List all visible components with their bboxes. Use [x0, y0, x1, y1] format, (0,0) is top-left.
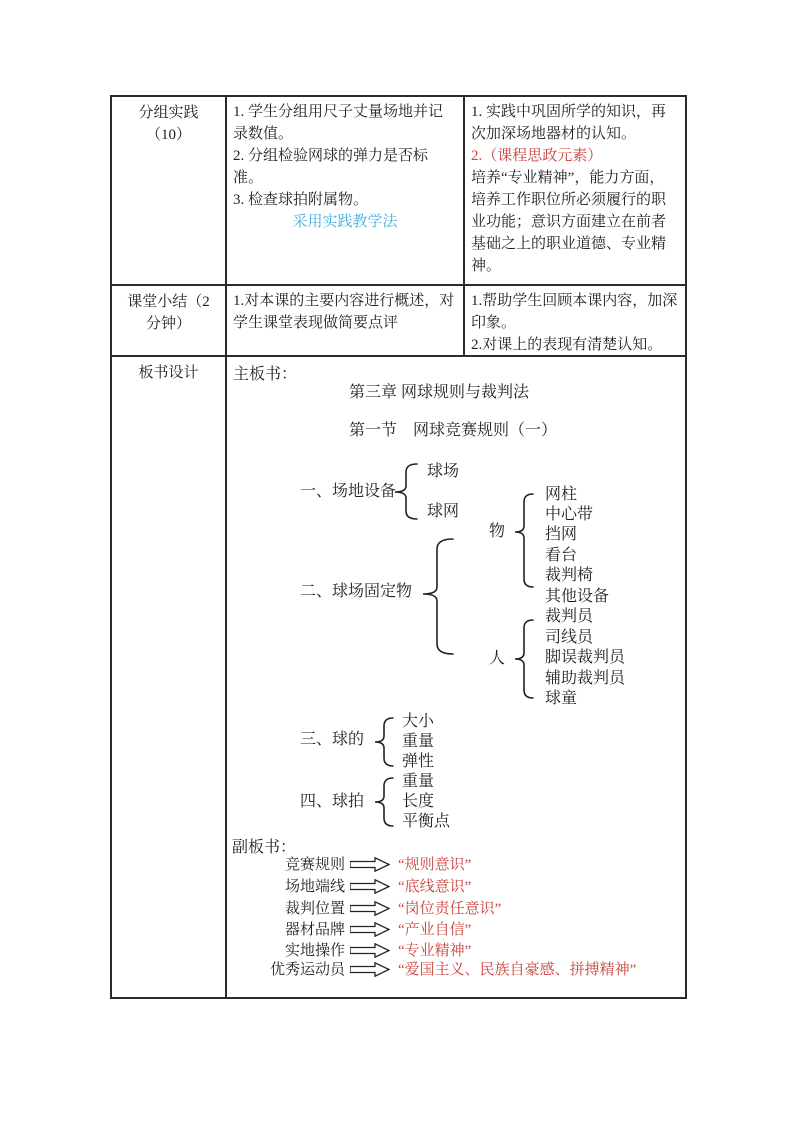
- sub-board-label: 副板书：: [232, 839, 297, 856]
- board-design-label: 板书设计: [138, 365, 199, 381]
- right-block-arrow-icon: [350, 962, 390, 977]
- node-court-fixtures: 二、球场固定物: [300, 583, 413, 600]
- leaf-center-strap: 中心带: [545, 506, 594, 523]
- stage-name: 分组实践: [138, 105, 199, 121]
- row1-stage-cell: [112, 97, 227, 286]
- mapping-from: 实地操作: [284, 942, 345, 959]
- mapping-from: 场地端线: [284, 878, 345, 895]
- leaf-racket-weight: 重量: [402, 773, 435, 790]
- right-block-arrow-icon: [350, 922, 390, 937]
- right-block-arrow-icon: [350, 879, 390, 894]
- right-block-arrow-icon: [350, 857, 390, 872]
- brace-people: [515, 620, 533, 698]
- group-people: 人: [489, 650, 506, 667]
- mapping-from: 裁判位置: [284, 900, 345, 917]
- brace-racket: [375, 778, 393, 826]
- stage-duration: 分钟）: [145, 316, 191, 332]
- ideology-element-label: 2.（课程思政元素）: [471, 148, 603, 164]
- row1-activities-cell: [227, 97, 465, 286]
- row1-goals-cell: [465, 97, 685, 286]
- mapping-row: [227, 919, 471, 940]
- mapping-from: 器材品牌: [284, 921, 345, 938]
- leaf-elasticity: 弹性: [402, 753, 435, 770]
- node-racket: 四、球拍: [300, 793, 365, 810]
- leaf-foot-fault-judge: 脚误裁判员: [545, 649, 626, 666]
- teaching-method-note: 采用实践教学法: [292, 214, 398, 230]
- group-things: 物: [489, 523, 506, 540]
- mapping-row: [227, 876, 471, 897]
- mapping-to: “爱国主义、民族自豪感、拼搏精神”: [398, 961, 637, 978]
- goal-item: 1. 实践中巩固所学的知识，再次加深场地器材的认知。: [471, 104, 667, 142]
- leaf-other-equipment: 其他设备: [545, 588, 610, 605]
- row2-goals-cell: [465, 286, 685, 357]
- mapping-from: 优秀运动员: [269, 961, 345, 978]
- blackboard-diagram: [227, 357, 683, 993]
- brace-things: [515, 494, 533, 587]
- row2-stage-cell: [112, 286, 227, 357]
- mapping-to: “规则意识”: [398, 856, 472, 873]
- leaf-umpire-chair: 裁判椅: [545, 567, 594, 584]
- mapping-row: [227, 898, 501, 919]
- leaf-ball-kids: 球童: [545, 690, 578, 707]
- brace-ball: [375, 718, 393, 766]
- activity-item: 2. 分组检验网球的弹力是否标准。: [233, 148, 429, 186]
- goal-item: 2.对课上的表现有清楚认知。: [471, 337, 663, 353]
- right-block-arrow-icon: [350, 943, 390, 958]
- section-title: 第一节 网球竞赛规则（一）: [349, 422, 558, 439]
- row2-activities-cell: [227, 286, 465, 357]
- main-board-label: 主板书：: [233, 366, 298, 383]
- stage-duration: （10）: [145, 127, 191, 143]
- leaf-assistant-judge: 辅助裁判员: [545, 670, 626, 687]
- leaf-umpire: 裁判员: [545, 608, 594, 625]
- node-ball: 三、球的: [300, 731, 365, 748]
- mapping-row: [227, 854, 471, 875]
- mapping-to: “专业精神”: [398, 942, 472, 959]
- leaf-stands: 看台: [545, 547, 578, 564]
- leaf-balance-point: 平衡点: [402, 813, 451, 830]
- mapping-from: 竞赛规则: [284, 856, 345, 873]
- right-block-arrow-icon: [350, 901, 390, 916]
- mapping-row: [227, 959, 636, 980]
- summary-item: 1.对本课的主要内容进行概述，对学生课堂表现做简要点评: [233, 293, 455, 331]
- mapping-to: “岗位责任意识”: [398, 900, 502, 917]
- goal-item: 1.帮助学生回顾本课内容，加深印象。: [471, 293, 678, 331]
- brace-field-equipment: [395, 464, 417, 519]
- leaf-size: 大小: [402, 713, 435, 730]
- leaf-backstop: 挡网: [545, 526, 578, 543]
- leaf-racket-length: 长度: [402, 793, 435, 810]
- chapter-title: 第三章 网球规则与裁判法: [349, 384, 530, 401]
- stage-name: 课堂小结（2: [127, 294, 210, 310]
- brace-court-fixtures: [423, 539, 453, 654]
- leaf-weight: 重量: [402, 733, 435, 750]
- leaf-net: 球网: [427, 503, 460, 520]
- goal-item: 培养“专业精神”，能力方面，培养工作职位所必须履行的职业功能；意识方面建立在前者基础之上的职业道德、专业精神。: [471, 170, 667, 274]
- leaf-court: 球场: [427, 463, 460, 480]
- row3-stage-cell: [112, 357, 227, 997]
- mapping-to: “底线意识”: [398, 878, 472, 895]
- lesson-plan-table: [110, 95, 687, 999]
- leaf-line-judge: 司线员: [545, 629, 594, 646]
- node-field-equipment: 一、场地设备: [300, 483, 397, 500]
- activity-item: 3. 检查球拍附属物。: [233, 192, 369, 208]
- leaf-net-posts: 网柱: [545, 486, 578, 503]
- activity-item: 1. 学生分组用尺子丈量场地并记录数值。: [233, 104, 444, 142]
- mapping-to: “产业自信”: [398, 921, 472, 938]
- board-design-cell: [227, 357, 685, 997]
